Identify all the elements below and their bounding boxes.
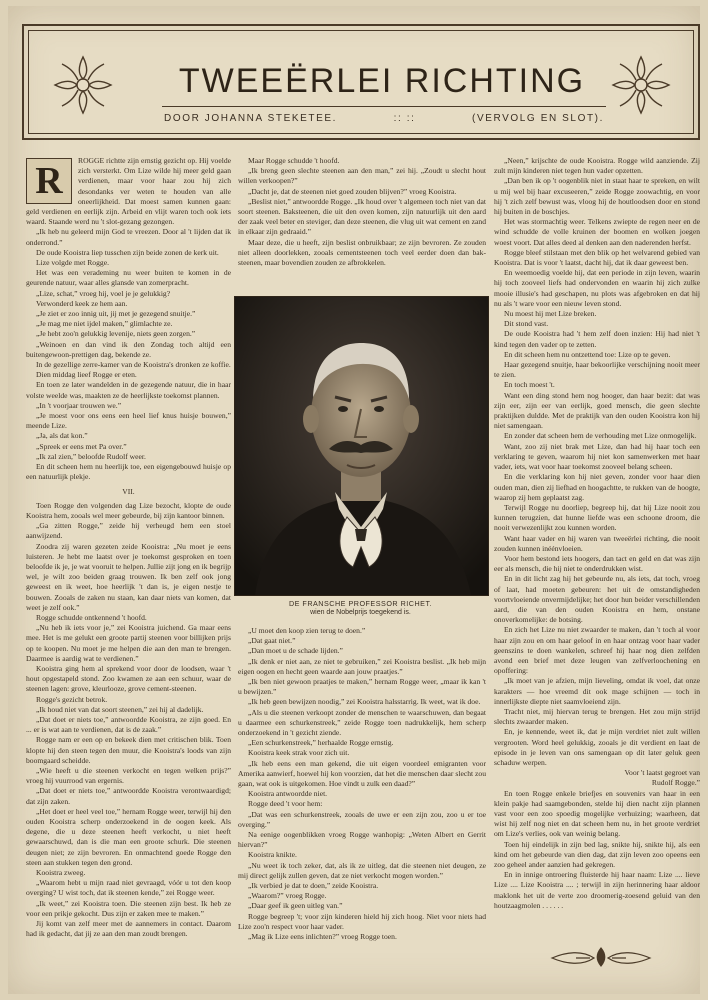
column-3-body (494, 156, 700, 911)
title-divider (162, 106, 606, 107)
column-3-paragraph: Want, zoo zij niet brak met Lize, dan had hij haar toch een verklaring te geven, waarom hij niet kon samenwerken met haar vader, iets, wat voor haar toekomst zooveel belang scheen. (494, 441, 700, 472)
column-2-bottom-paragraph: Kooistra knikte. (248, 850, 297, 860)
column-2-bottom-paragraph: Kooistra keek strak voor zich uit. (248, 748, 350, 758)
column-3-paragraph: Het was stormachtig weer. Telkens zwiepte de regen neer en de wind schudde de volle kruinen der boomen en wolken joegen woest voort. Dat alles deed al denken aan den naderenden herfst. (494, 217, 700, 247)
column-3-paragraph: Tracht niet, mij hiervan terug te brengen. Het zou mijn strijd slechts zwaarder maken. (494, 706, 700, 727)
column-2-bottom-paragraph: „U moet den koop zien terug te doen.” (248, 626, 366, 635)
caption-subtitle: wien de Nobelprijs toegekend is. (310, 609, 411, 616)
column-3-paragraph: En in innige ontroering fluisterde hij haar naam: Lize .... lieve Lize .... Lize Kooistra .... ; terwijl in zijn herinnering haar aldoor maklonk het uit de verte zoo droomerig-zoesend geluid van den houtzaagmolen . . . . . . (494, 870, 700, 910)
column-3-paragraph: Want een ding stond hem nog hooger, dan haar bezit: dat was zijn eer, zijn eer van eerlijk, goed mensch, die geen slechte praktijken duldde. Met de praktijk van den ouden Kooistra kon hij niet samengaan. (494, 390, 700, 431)
column-3-paragraph: En zonder dat scheen hem de verhouding met Lize onmogelijk. (504, 431, 697, 441)
portrait-photo (234, 296, 489, 596)
column-2-top-paragraph: Maar Rogge schudde 't hoofd. (248, 156, 340, 165)
column-1-paragraph: „Ik zal zien,” beloofde Rudolf weer. (36, 451, 146, 461)
column-1-paragraph: Jij komt van zelf meer met de aannemers in contact. Daarom had ik gedacht, dat jij ze aan den man zoudt brengen. (26, 919, 231, 939)
text-column-1 (26, 156, 231, 996)
column-3-paragraph: En toch moest 't. (504, 380, 555, 390)
column-3-paragraph: „Ik moet van je afzien, mijn lieveling, omdat ik voel, dat onze karakters — hoe vreemd dit ook mage schijnen — toch in innerlijkste diepte niet saamvloeiend zijn. (494, 676, 700, 706)
column-1-paragraph: „Je moest voor ons eens een heel lief knus huisje bouwen,” meende Lize. (26, 411, 231, 431)
column-1-paragraph: „Spreek er eens met Pa over.” (36, 441, 127, 451)
right-ornament-icon (608, 52, 674, 118)
text-column-2-bottom (238, 626, 486, 996)
column-3-paragraph: Toen hij eindelijk in zijn bed lag, snikte hij, snikte hij, als een kind om het gebeurde van dien dag, dat zijn leven zoo opeens een zoo geheel ander aanzien had gekregen. (494, 839, 700, 870)
column-2-bottom-paragraph: „Dat gaat niet.” (248, 636, 296, 646)
column-3-paragraph: En toen Rogge enkele briefjes en souvenirs van haar in een klein pakje had saamgebonden, stelde hij dien nacht zijn plannen vast voor een zoo spoedig mogelijke verhuizing; waarheen, dat wist hij zelf nog niet en dat scheen hem nu, in het groote verdriet om Lize's verlies, ook van weinig belang. (494, 788, 700, 839)
column-1-paragraph: Toen Rogge den volgenden dag Lize bezocht, klopte de oude Kooistra hem, zooals wel meer gebeurde, bij zijn kantoor binnen. (26, 500, 231, 520)
continued-note: (VERVOLG EN SLOT). (472, 113, 604, 124)
photo-caption (234, 599, 487, 616)
column-1-paragraph: Rogge's gezicht betrok. (36, 694, 108, 704)
column-3-paragraph: Haar gezegend snuitje, haar bekoorlijke verschijning nooit meer te zien. (494, 360, 700, 380)
column-1-paragraph: „Ja, als dat kon.” (36, 431, 88, 441)
column-3-paragraph: En zich het Lize nu niet zwaarder te maken, dan 't toch al voor haar zijn zou en om haar geloof in en haar ontzag voor haar vader geenszins te doen wankelen, schreef hij haar nog dien zelfden avond een brief met deze leugen van zelfverloochening en opoffering: (494, 625, 700, 676)
column-2-bottom-paragraph: „Ik denk er niet aan, ze niet te gebruiken,” zei Kooistra beslist. „Ik heb mijn eigen oogen en hecht geen waarde aan jouw praatjes.” (238, 656, 486, 676)
column-3-paragraph: En weemoedig voelde hij, dat een periode in zijn leven, waarin hij toch zooveel liefs had ondervonden en waarin hij zich zulke mooie illusie's had geschapen, nu plots was afgebroken en dat hij nu als 't ware voor een nieuw leven stond. (494, 268, 700, 308)
column-2-top-body (238, 156, 486, 268)
column-3-paragraph: „Dan ben ik op 't oogenblik niet in staat haar te spreken, en wilt u mij wel bij haar excuseeren,” zeide Rogge zoowachtig, en voor hij 't zich zelf bewust was, vloog hij de houtloodsen door en stond hij buiten in de boschjes. (494, 176, 700, 217)
column-3-paragraph: En dit scheen hem nu ontzettend toe: Lize op te geven. (504, 349, 671, 359)
column-2-bottom-paragraph: Rogge deed 't voor hem: (248, 799, 323, 809)
column-2-bottom-paragraph: „Als u die steenen verkoopt zonder de menschen te waarschuwen, dan begaat u daarmee een schurkenstreek,” zeide Rogge toen nadrukkelijk, hem scherp onderzoekend in 't gezicht ziende. (238, 707, 486, 738)
column-3-paragraph: Voor 't laatst gegroet van (624, 768, 700, 778)
column-3-paragraph: Want haar vader en hij waren van tweeërlei richting, die nooit zouden kunnen inéénvloeien. (494, 533, 700, 553)
column-1-paragraph: Zoodra zij waren gezeten zeide Kooistra: „Nu moet je eens luisteren. Je hebt me laatst over je toekomst gesproken en toen beloofde ik je, je wat vooruit te helpen. Jullie zijt jong en ik begrijp wel, je wilt zoo beiden graag trouwen. Ik ben zelf ook jong geweest en ik weet, hoe heerlijk 't dan is, je eigen nestje te bouwen. Zooals de zaken nu staan, kan daar niets van komen, dat weet je zelf ook.” (26, 541, 231, 612)
column-1-paragraph: In de gezellige zerre-kamer van de Kooistra's dronken ze koffie. (36, 360, 231, 370)
column-3-paragraph: Rudolf Rogge.” (651, 778, 700, 788)
column-2-bottom-paragraph: „Ik ben niet gewoon praatjes te maken,” hernam Rogge weer, „maar ik kan 't u bewijzen.” (238, 677, 486, 697)
column-1-paragraph: „Je mag me niet ijdel maken,” glimlachte ze. (36, 319, 173, 329)
column-3-paragraph: En in dit licht zag hij het gebeurde nu, als iets, dat toch, vroeg of laat, had moeten gebeuren: het uit de omstandigheden voortvloeiende onvermijdelijke; het door hun beider verschillenden aard, die van den ouden Kooistra en hem, onstane onoverkomelijke: de botsing. (494, 574, 700, 625)
column-2-bottom-paragraph: „Waarom?” vroeg Rogge. (248, 891, 327, 901)
column-2-bottom-paragraph: „Ik heb geen bewijzen noodig,” zei Kooistra halsstarrig. Ik weet, wat ik doe. (248, 697, 481, 707)
column-2-top-paragraph: „Beslist niet,” antwoordde Rogge. „Ik houd over 't algemeen toch niet van dat soort steenen. Baksteenen, die uit den oven komen, zijn natuurlijk uit den aard der zaak veel beter en steviger, dan deze steenen, die vlug uit wat cement en zand in elkaar zijn gedraaid.” (238, 196, 486, 237)
column-1-paragraph: „In 't voorjaar trouwen we.” (36, 400, 122, 410)
article-title: TWEEËRLEI RICHTING (178, 62, 586, 100)
column-1-paragraph: Rogge nam er een op en bekeek dien met critischen blik. Toen klopte hij den steen tegen den muur, die Kooistra's loods van zijn boomgaard scheidde. (26, 735, 231, 765)
column-1-paragraph: „Dat doet er niets toe,” antwoordde Kooistra verontwaardigd; dat zijn zaken. (26, 786, 231, 806)
column-1-paragraph: Kooistra ging hem al sprekend voor door de loodsen, waar 't hout opgestapeld stond. Zoo kwamen ze aan een schuur, waar de steenen lagen: grove, kleurlooze, grove cement-steenen. (26, 663, 231, 694)
column-1-paragraph: VII. (122, 486, 135, 496)
column-1-paragraph: „Het doet er heel veel toe,” hernam Rogge weer, terwijl hij den ouden Kooistra scherp onderzoekend in de oogen keek. Als degene, die u deze steenen heeft verkocht, u niet heeft gewaarschuwd, dan is die man een groote schurk. Die steenen deugen niet; ze zijn bevroren. En onmachtend goede Rogge den steen aan stukken tegen den grond. (26, 806, 231, 867)
column-1-paragraph: Kooistra zweeg. (36, 868, 86, 878)
caption-title: DE FRANSCHE PROFESSOR RICHET. (288, 599, 433, 608)
column-1-paragraph: „Ga zitten Rogge,” zeide hij verheugd hem een stoel aanwijzend. (26, 521, 231, 541)
column-1-paragraph: „Wie heeft u die steenen verkocht en tegen welken prijs?” vroeg hij vuurrood van ergernis. (26, 765, 231, 786)
column-1-paragraph: „Je hebt zoo'n gelukkig levenije, niets geen zorgen.” (36, 329, 196, 339)
column-2-bottom-paragraph: „Een schurkenstreek,” herhaalde Rogge ernstig. (248, 738, 394, 748)
column-2-bottom-paragraph: „Mag ik Lize eens inlichten?” vroeg Rogge toen. (248, 932, 397, 942)
column-3-paragraph: „Neen,” krijschte de oude Kooistra. Rogge wild aanziende. Zij zult mijn kinderen niet tegen hun vader opzetten. (494, 156, 700, 176)
author-name: DOOR JOHANNA STEKETEE. (164, 113, 338, 124)
column-1-paragraph: „Weinoen en dan vind ik den Zondag toch altijd een buitengewoon-prettigen dag, bekende ze. (26, 339, 231, 359)
byline (164, 113, 604, 124)
column-1-paragraph: „Lize, schat,” vroeg hij, voel je je gelukkig? (36, 288, 171, 298)
column-1-paragraph: „Ik houd niet van dat soort steenen,” zei hij al dadelijk. (36, 704, 204, 714)
left-ornament-icon (50, 52, 116, 118)
column-3-paragraph: Nu moest hij met Lize breken. (504, 309, 597, 319)
column-1-paragraph: Het was een verademing nu weer buiten te komen in de geurende natuur, waar alles glansde van zomerpracht. (26, 268, 231, 288)
column-3-paragraph: Dit stond vast. (504, 319, 549, 329)
column-1-paragraph: En toen ze later wandelden in de gezegende natuur, die in haar volste weelde was, maakten ze de heerlijkste toekomst plannen. (26, 380, 231, 400)
column-2-bottom-paragraph: Kooistra antwoordde niet. (248, 789, 328, 799)
column-1-paragraph: De oude Kooistra liep tusschen zijn beide zonen de kerk uit. (36, 247, 219, 257)
column-3-paragraph: Terwijl Rogge nu doorliep, begreep hij, dat hij Lize nooit zou kunnen terugzien, dat hunne liefde was een schoone droom, die nooit verwezenlijkt zou kunnen worden. (494, 502, 700, 533)
column-2-bottom-paragraph: Rogge begreep 't; voor zijn kinderen hield hij zich hoog. Niet voor niets had Lize zoo'n respect voor haar vader. (238, 911, 486, 931)
column-2-bottom-paragraph: „Dat was een schurkenstreek, zooals de uwe er een zijn zou, zoo u er toe overging.” (238, 809, 486, 829)
column-2-bottom-paragraph: „Ik verbied je dat te doen,” zeide Kooistra. (248, 881, 379, 891)
drop-cap-letter: R (35, 159, 63, 202)
column-3-paragraph: En, je kennende, weet ik, dat je mijn verdriet niet zult willen vergrooten. Word heel gelukkig, zooals je dit verdient en laat de episode in je leven van ons samengaan op dit later geluk geen schaduw werpen. (494, 727, 700, 767)
column-1-paragraph: Lize volgde met Rogge. (36, 258, 109, 268)
column-2-bottom-paragraph: „Nu weet ik toch zeker, dat, als ik ze uitleg, dat die steenen niet deugen, ze mij direct gelijk zullen geven, dat ze niet verkocht mogen worden.” (238, 860, 486, 880)
column-1-paragraph: En dit scheen hem nu heerlijk toe, een eigengebouwd huisje op een natuurlijk plekje. (26, 462, 231, 482)
portrait-illustration (235, 297, 488, 595)
column-1-body (26, 156, 231, 939)
column-2-bottom-paragraph: „Ik heb eens een man gekend, die uit eigen voordeel emigranten voor Amerika aanwierf, hoewel hij kon voorzien, dat het die menschen daar slecht zou gaan, wat ook is uitgekomen. Hoe vindt u zulk een daad?” (238, 758, 486, 789)
column-3-paragraph: De oude Kooistra had 't hem zelf doen inzien: Hij had niet 't kind tegen den vader op te zetten. (494, 329, 700, 349)
column-2-top-paragraph: „Ik breng geen slechte steenen aan den man,” zei hij. „Zoudt u slecht hout willen verkoopen?” (238, 166, 486, 186)
column-2-top-paragraph: „Dacht je, dat de steenen niet goed zouden blijven?” vroeg Kooistra. (248, 186, 457, 196)
text-column-3 (494, 156, 700, 956)
end-ornament-icon (546, 944, 656, 972)
column-2-bottom-paragraph: Na eenige oogenblikken vroeg Rogge wanhopig: „Weten Albert en Gerrit hiervan?” (238, 830, 486, 850)
column-3-paragraph: Voor hem bestond iets hoogers, dan tact en geld en dat was zijn eer als mensch, die hij niet te onderdrukken wist. (494, 553, 700, 574)
column-2-bottom-paragraph: „Daar geef ik geen uitleg van.” (248, 901, 343, 911)
column-3-paragraph: En die verklaring kon hij niet geven, zonder voor haar dien ouden man, dien zij liefhad en hoogachtte, te rukken van de hoogte, waarop zij hem geplaatst zag. (494, 472, 700, 502)
column-1-paragraph: „Waarom hebt u mijn raad niet gevraagd, vóór u tot den koop overging? U wist toch, dat ik steenen kende,” zei Rogge weer. (26, 878, 231, 898)
column-2-bottom-paragraph: „Dan moet u de schade lijden.” (248, 646, 343, 656)
magazine-page (8, 6, 700, 994)
drop-cap (26, 158, 72, 204)
column-1-paragraph: „Dat doet er niets toe,” antwoordde Kooistra, ze zijn goed. En ... er is wat aan te verdienen, dat is de zaak.” (26, 714, 231, 735)
column-2-top-paragraph: Maar deze, die u heeft, zijn beslist onbruikbaar; ze zijn bevroren. Ze zouden niet alleen doorlekken, zooals cementsteenen toch veel eerder doen dan bak-steenen, maar bovendien zouden ze afbrokkelen. (238, 237, 486, 268)
byline-separator: :: :: (393, 113, 416, 124)
header-box (22, 24, 700, 140)
column-1-paragraph: „Nu heb ik iets voor je,” zei Kooistra juichend. Ga maar eens mee. Het is me gelukt een groote partij steenen voor billijken prijs op te koopen. Nu moet je me helpen die aan den man te brengen. Daarmee is aardig wat te verdienen.” (26, 623, 231, 663)
column-1-paragraph: Rogge schudde ontkennend 't hoofd. (36, 612, 147, 622)
column-1-paragraph: „Ik heb nu geleerd mijn God te vreezen. Door al 't lijden dat ik onderrond.” (26, 227, 231, 247)
column-1-paragraph: „Je ziet er zoo innig uit, jij met je gezegend snuitje.” (36, 309, 196, 319)
text-column-2-top (238, 156, 486, 291)
column-1-paragraph: Verwonderd keek ze hem aan. (36, 298, 128, 308)
column-1-paragraph: ROGGE richtte zijn ernstig gezicht op. Hij voelde zich versterkt. Om Lize wilde hij meer geld gaan verdienen, maar voor haar zou hij zich desondanks ver weten te houden van alle oneerlijkheid. Dat moest samen kunnen gaan: geld verdienen en eerlijk zijn. Arbeid en vlijt waren toch ook iets waard. Staande werd nu 't slot-gezang gezongen. (26, 156, 231, 227)
column-3-paragraph: Rogge bleef stilstaan met den blik op het welvarend gebied van Kooistra. Dat is voor 't laatst, dacht hij, dat ik daar geweest ben. (494, 247, 700, 268)
column-1-paragraph: Dien middag lieef Rogge er eten. (36, 370, 137, 380)
column-1-paragraph: „Ik weet,” zei Kooistra toen. Die steenen zijn best. Ik heb ze voor een prikje gekocht. Dus zijn er zaken mee te maken.” (26, 898, 231, 918)
column-2-bottom-body (238, 626, 486, 942)
